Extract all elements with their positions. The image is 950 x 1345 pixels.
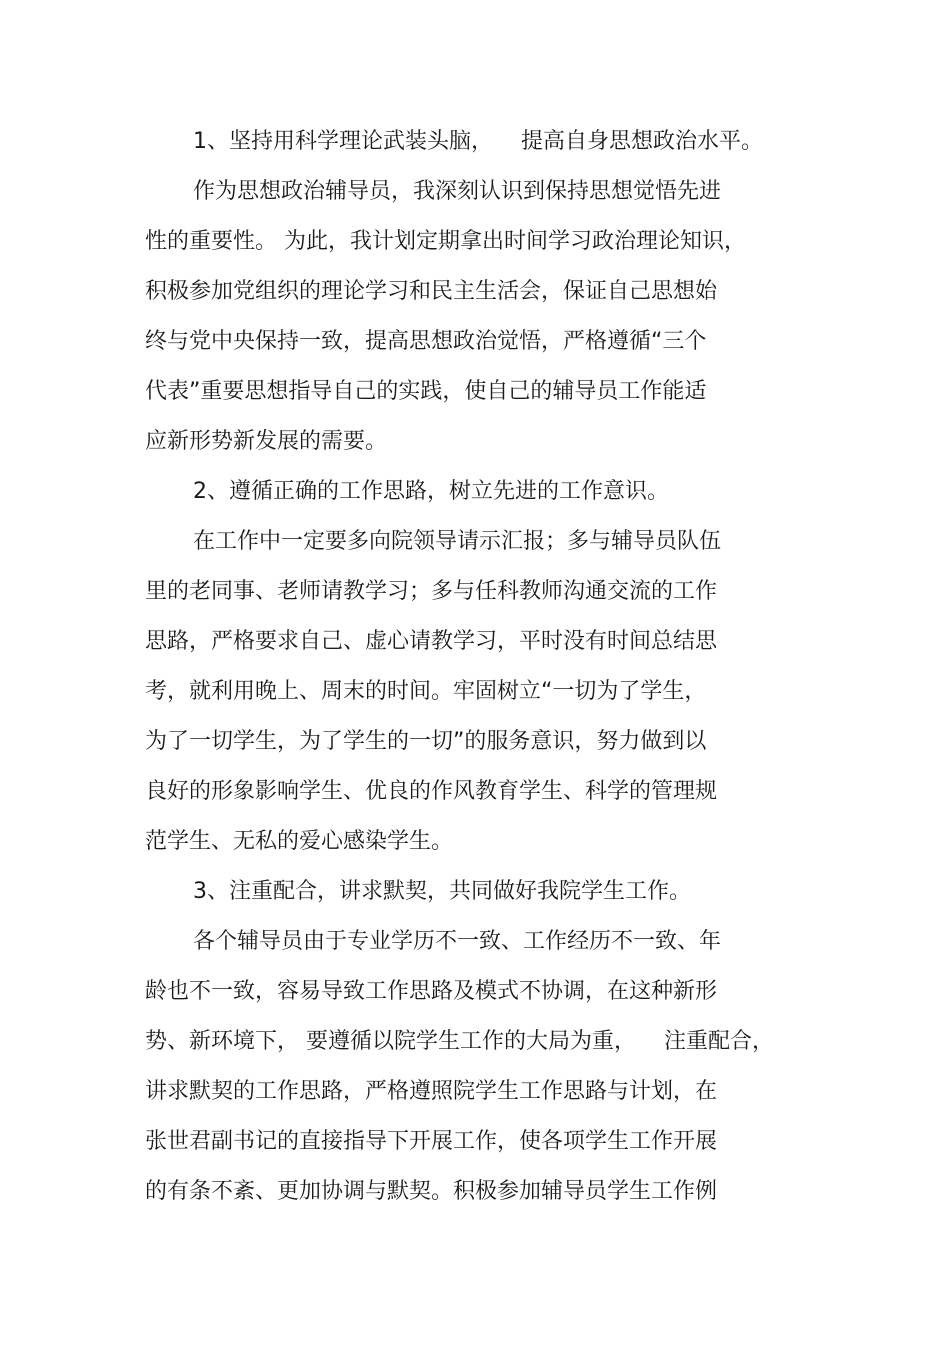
paragraph-line: 思路，严格要求自己、虚心请教学习，平时没有时间总结思 (145, 629, 718, 654)
paragraph-line: 在工作中一定要多向院领导请示汇报；多与辅导员队伍 (193, 529, 722, 554)
paragraph-line: 范学生、无私的爱心感染学生。 (145, 829, 454, 854)
paragraph-line: 终与党中央保持一致，提高思想政治觉悟，严格遵循“三个 (145, 329, 707, 354)
paragraph-line: 势、新环境下， 要遵循以院学生工作的大局为重， 注重配合， (145, 1029, 774, 1054)
paragraph-line: 里的老同事、老师请教学习；多与任科教师沟通交流的工作 (145, 579, 718, 604)
paragraph-line: 3、注重配合，讲求默契，共同做好我院学生工作。 (193, 879, 691, 904)
paragraph-line: 张世君副书记的直接指导下开展工作，使各项学生工作开展 (145, 1129, 718, 1154)
paragraph-line: 积极参加党组织的理论学习和民主生活会，保证自己思想始 (145, 279, 718, 304)
paragraph-line: 代表”重要思想指导自己的实践，使自己的辅导员工作能适 (145, 379, 707, 404)
paragraph-line: 为了一切学生，为了学生的一切”的服务意识，努力做到以 (145, 729, 707, 754)
paragraph-line: 的有条不紊、更加协调与默契。积极参加辅导员学生工作例 (145, 1179, 718, 1204)
paragraph-line: 作为思想政治辅导员，我深刻认识到保持思想觉悟先进 (193, 179, 722, 204)
paragraph-line: 良好的形象影响学生、优良的作风教育学生、科学的管理规 (145, 779, 718, 804)
paragraph-line: 1、坚持用科学理论武装头脑， 提高自身思想政治水平。 (193, 129, 763, 154)
paragraph-line: 应新形势新发展的需要。 (145, 429, 388, 454)
paragraph-line: 龄也不一致，容易导致工作思路及模式不协调，在这种新形 (145, 979, 718, 1004)
paragraph-line: 2、遵循正确的工作思路，树立先进的工作意识。 (193, 479, 669, 504)
paragraph-line: 各个辅导员由于专业学历不一致、工作经历不一致、年 (193, 929, 722, 954)
paragraph-line: 考，就利用晚上、周末的时间。牢固树立“一切为了学生， (145, 679, 707, 704)
paragraph-line: 讲求默契的工作思路，严格遵照院学生工作思路与计划，在 (145, 1079, 718, 1104)
paragraph-line: 性的重要性。 为此，我计划定期拿出时间学习政治理论知识， (145, 229, 746, 254)
